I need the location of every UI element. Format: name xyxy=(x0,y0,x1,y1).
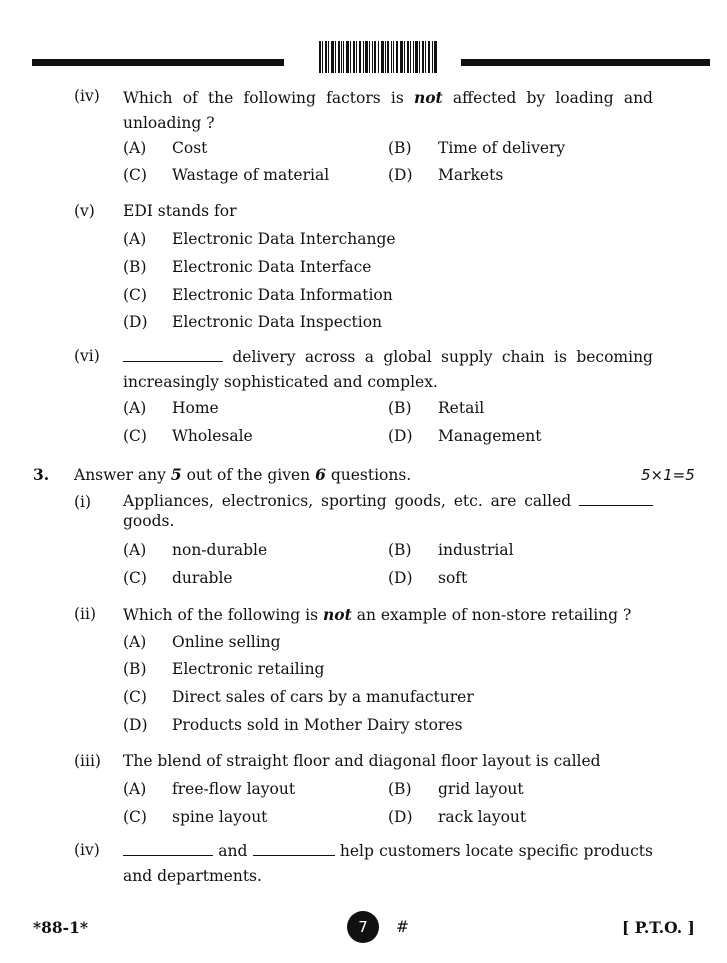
option-letter: (B) xyxy=(388,541,412,559)
answer-blank xyxy=(123,841,213,856)
question-text xyxy=(123,605,631,624)
option-text: Electronic retailing xyxy=(172,660,325,678)
question-text xyxy=(123,345,653,395)
option-text: Home xyxy=(172,399,219,417)
option-text: Wastage of material xyxy=(172,166,330,184)
marks-allocation: 5×1=5 xyxy=(641,466,695,484)
question-text-part: Which of the following factors is xyxy=(123,89,404,107)
option-letter: (D) xyxy=(388,808,413,826)
option-letter: (C) xyxy=(123,569,147,587)
option-text: industrial xyxy=(438,541,514,559)
page-number: 7 xyxy=(347,911,379,943)
question-text xyxy=(123,491,653,531)
answer-blank xyxy=(253,841,335,856)
option-letter: (B) xyxy=(388,780,412,798)
option-text: Markets xyxy=(438,166,504,184)
option-text: Cost xyxy=(172,139,208,157)
question-text xyxy=(123,85,653,136)
option-text: non-durable xyxy=(172,541,268,559)
question-number: (v) xyxy=(74,202,95,220)
question-text-part: help customers locate specific products xyxy=(339,842,653,860)
paper-code: *88-1* xyxy=(33,918,88,937)
question-text-line: increasingly sophisticated and complex. xyxy=(123,373,438,391)
option-text: Electronic Data Information xyxy=(172,286,393,304)
question-emphasis: not xyxy=(413,88,443,107)
question-text xyxy=(123,839,653,889)
question-text: EDI stands for xyxy=(123,202,237,220)
option-text: soft xyxy=(438,569,468,587)
instruction-number: 5 xyxy=(170,465,182,484)
question-text-part: affected by loading and xyxy=(452,89,653,107)
question-text-part: delivery across a global supply chain is becoming xyxy=(232,348,653,366)
option-text: rack layout xyxy=(438,808,527,826)
question-number: (iv) xyxy=(74,87,100,105)
barcode-icon xyxy=(319,41,437,73)
option-letter: (A) xyxy=(123,230,147,248)
question-text: The blend of straight floor and diagonal floor layout is called xyxy=(123,752,601,770)
instruction-part: Answer any xyxy=(74,466,166,484)
question-text-part: and xyxy=(218,842,248,860)
section-instruction xyxy=(74,465,411,484)
section-number: 3. xyxy=(33,465,50,484)
question-number: (iii) xyxy=(74,752,101,770)
option-letter: (A) xyxy=(123,399,147,417)
instruction-part: questions. xyxy=(330,466,412,484)
option-letter: (D) xyxy=(123,313,148,331)
question-number: (iv) xyxy=(74,841,100,859)
option-letter: (D) xyxy=(388,569,413,587)
page-marker: # xyxy=(396,918,409,936)
option-letter: (D) xyxy=(388,166,413,184)
option-text: Direct sales of cars by a manufacturer xyxy=(172,688,474,706)
option-letter: (C) xyxy=(123,688,147,706)
option-text: Online selling xyxy=(172,633,281,651)
option-text: durable xyxy=(172,569,233,587)
option-text: Management xyxy=(438,427,542,445)
please-turn-over: [ P.T.O. ] xyxy=(622,918,695,937)
question-text-line: unloading ? xyxy=(123,114,215,132)
option-text: Electronic Data Inspection xyxy=(172,313,383,331)
instruction-number: 6 xyxy=(315,465,326,484)
answer-blank xyxy=(579,491,653,506)
option-letter: (B) xyxy=(123,660,147,678)
question-number: (i) xyxy=(74,493,92,511)
question-text-line: and departments. xyxy=(123,867,262,885)
option-letter: (D) xyxy=(123,716,148,734)
option-text: spine layout xyxy=(172,808,268,826)
question-text-part: Which of the following is xyxy=(123,606,319,624)
option-text: grid layout xyxy=(438,780,524,798)
answer-blank xyxy=(123,347,223,362)
option-text: Electronic Data Interface xyxy=(172,258,372,276)
option-text: Products sold in Mother Dairy stores xyxy=(172,716,463,734)
option-letter: (B) xyxy=(388,139,412,157)
option-text: Wholesale xyxy=(172,427,253,445)
question-text-part: Appliances, electronics, sporting goods, etc. are called xyxy=(123,492,572,510)
question-number: (ii) xyxy=(74,605,97,623)
option-letter: (C) xyxy=(123,166,147,184)
option-letter: (B) xyxy=(388,399,412,417)
option-text: Time of delivery xyxy=(438,139,566,157)
option-letter: (C) xyxy=(123,427,147,445)
option-letter: (A) xyxy=(123,541,147,559)
question-emphasis: not xyxy=(323,605,352,624)
instruction-part: out of the given xyxy=(186,466,311,484)
option-letter: (A) xyxy=(123,780,147,798)
option-letter: (D) xyxy=(388,427,413,445)
question-number: (vi) xyxy=(74,347,100,365)
option-letter: (A) xyxy=(123,633,147,651)
option-letter: (C) xyxy=(123,808,147,826)
question-text-part: an example of non-store retailing ? xyxy=(356,606,632,624)
header-rule-left xyxy=(32,59,284,66)
option-text: Retail xyxy=(438,399,485,417)
question-text-line: goods. xyxy=(123,512,175,530)
option-text: Electronic Data Interchange xyxy=(172,230,396,248)
option-letter: (A) xyxy=(123,139,147,157)
option-letter: (B) xyxy=(123,258,147,276)
header-rule-right xyxy=(461,59,710,66)
option-text: free-flow layout xyxy=(172,780,296,798)
option-letter: (C) xyxy=(123,286,147,304)
